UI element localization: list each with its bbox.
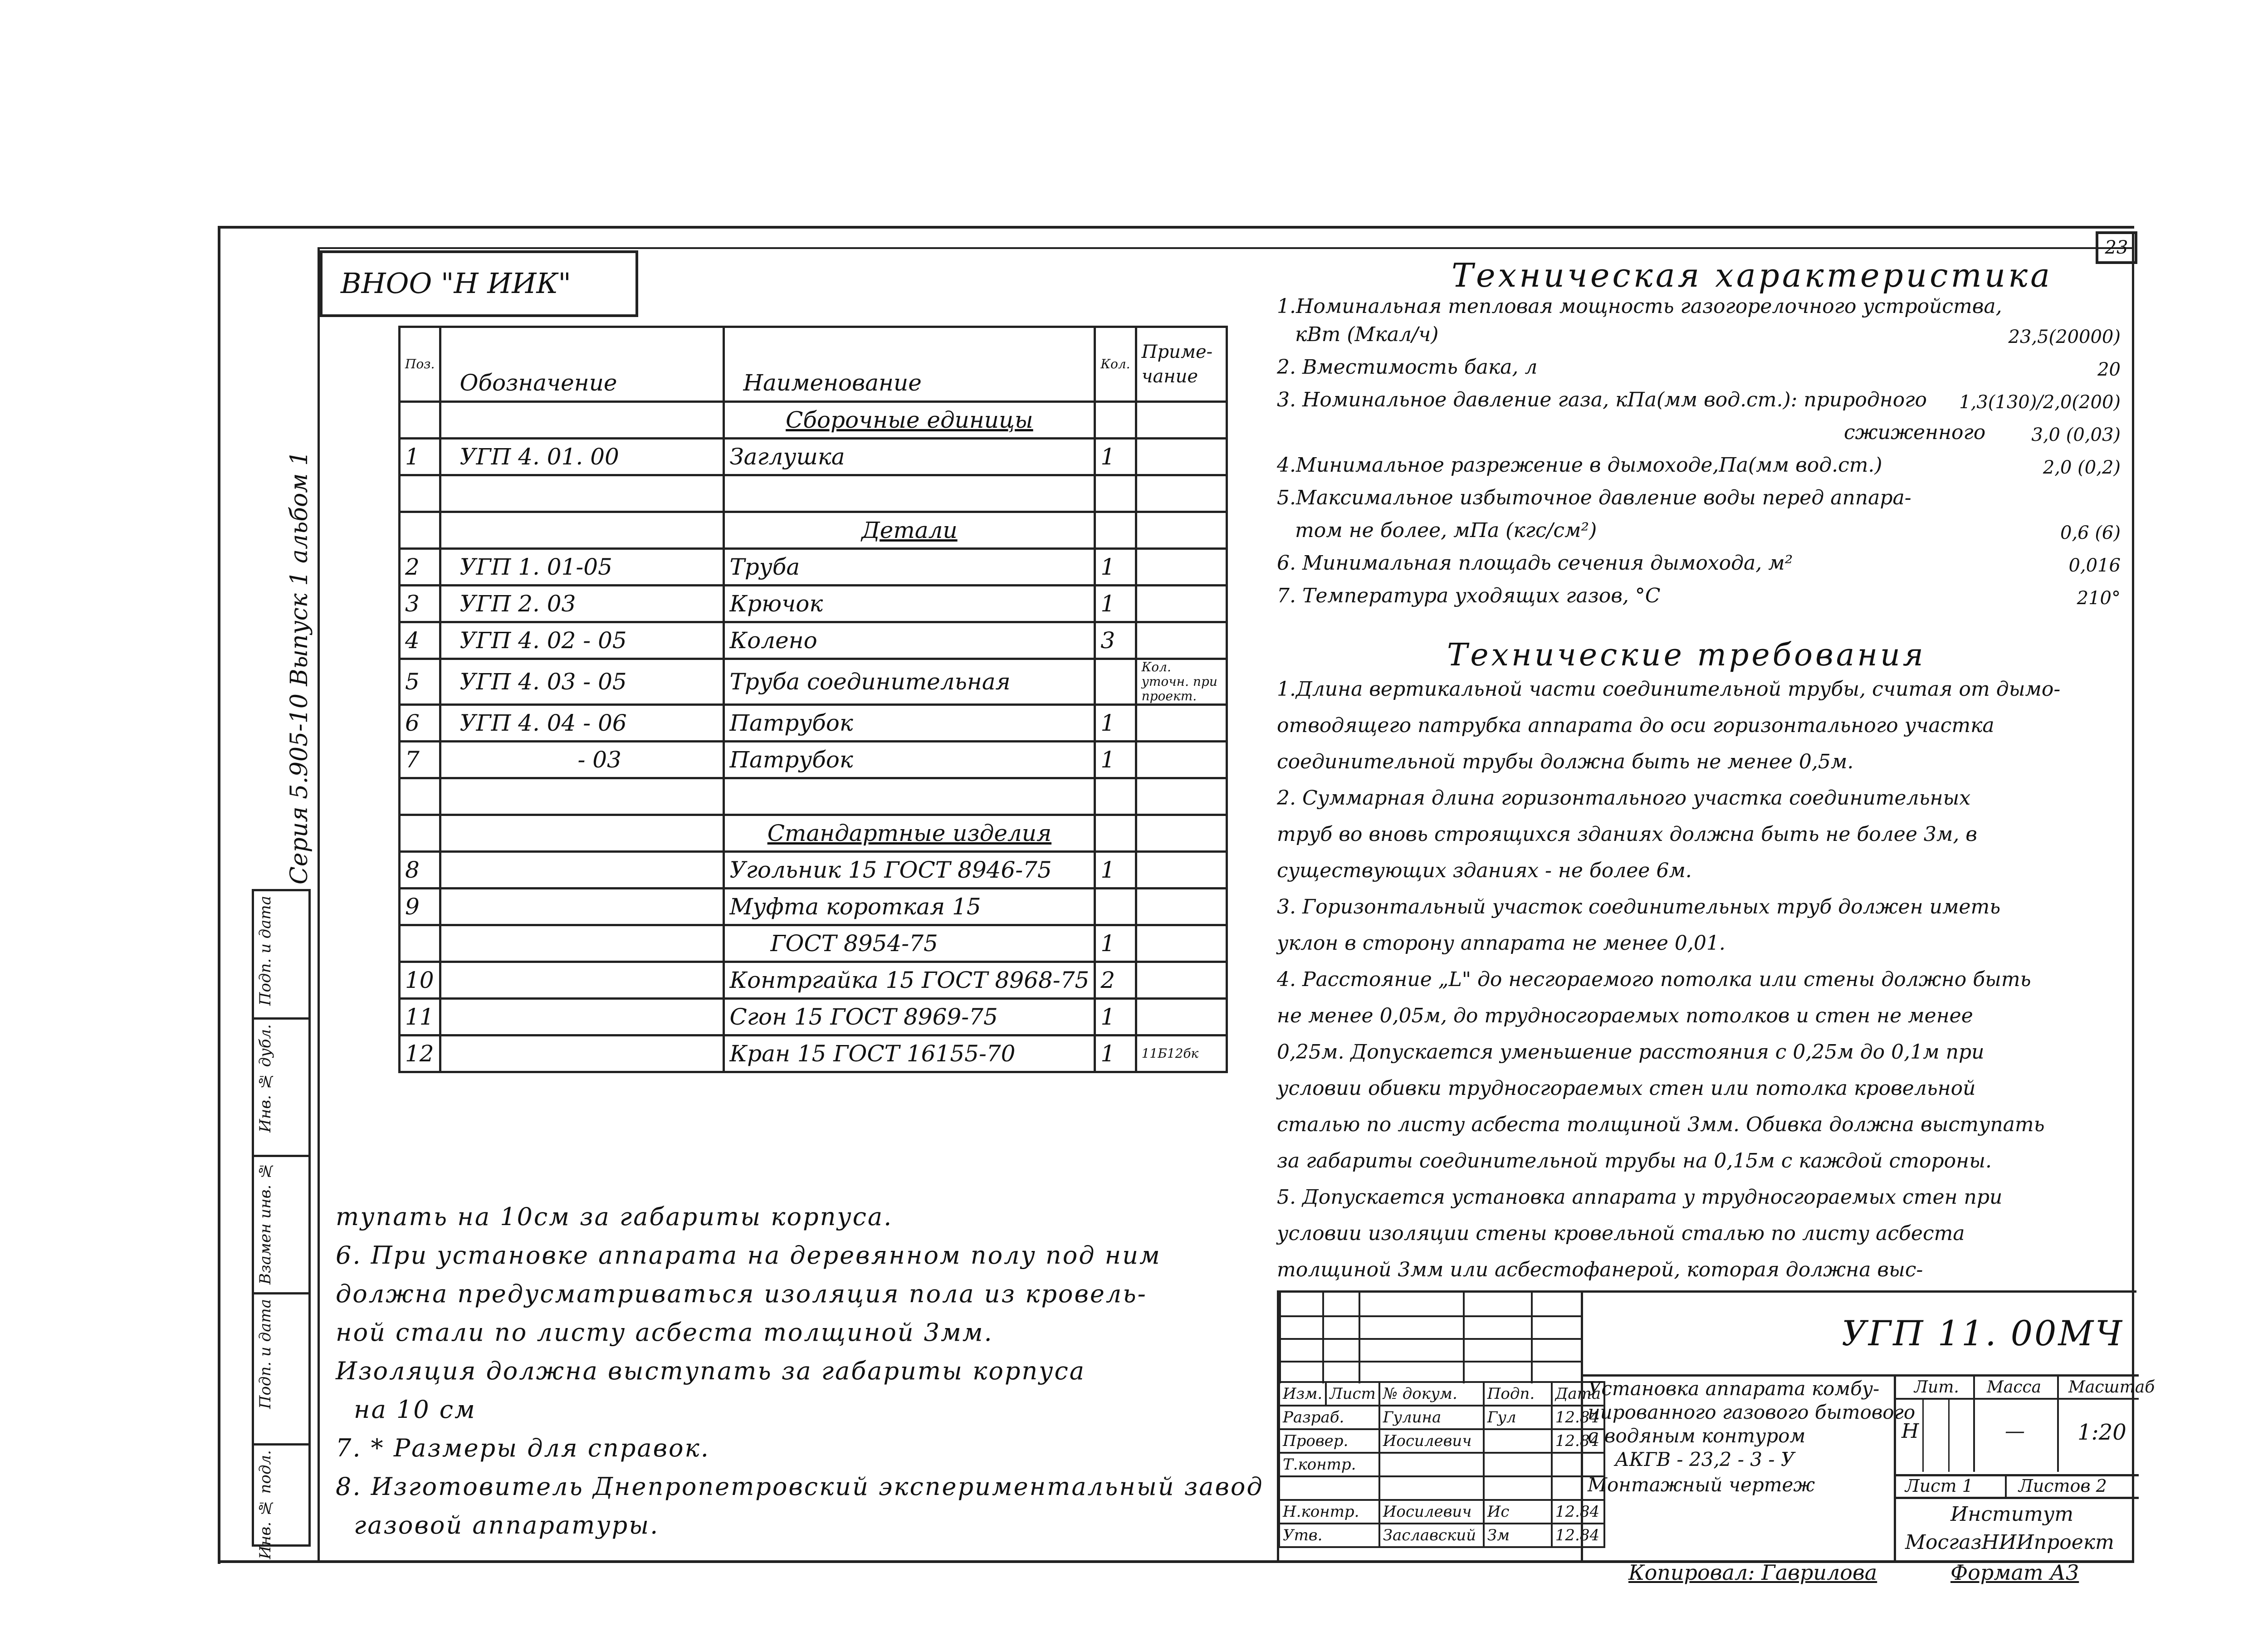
tech-char-line — [1277, 323, 2130, 356]
tb-role: Н.контр. — [1279, 1500, 1379, 1524]
spec-qty: 3 — [1095, 622, 1136, 659]
spec-designation: УГП 4. 02 - 05 — [440, 622, 724, 659]
spec-row — [400, 475, 1227, 512]
spec-note — [1136, 705, 1227, 742]
spec-pos: 10 — [400, 962, 440, 999]
tb-lit-area — [1894, 1374, 2155, 1476]
spec-designation — [440, 1035, 724, 1072]
spec-table — [398, 326, 1228, 1073]
spec-qty — [1095, 815, 1136, 852]
tech-req-line: 1.Длина вертикальной части соединительной трубы, считая от дымо- — [1277, 678, 2061, 701]
tb-person-row — [1279, 1524, 1604, 1547]
tb-code-cell — [1581, 1293, 2139, 1377]
spec-note — [1136, 889, 1227, 925]
spec-name: Сгон 15 ГОСТ 8969-75 — [724, 999, 1095, 1035]
spec-qty — [1095, 659, 1136, 705]
spec-designation — [440, 402, 724, 439]
spec-row — [400, 512, 1227, 549]
tb-people-table — [1278, 1381, 1605, 1548]
spec-qty — [1095, 778, 1136, 815]
tech-char-list — [1277, 295, 2130, 617]
tech-req-line: 5. Допускается установка аппарата у трудносгораемых стен при — [1277, 1186, 2003, 1209]
tech-char-line — [1277, 486, 2130, 519]
tech-req-line: существующих зданиях - не более 6м. — [1277, 859, 1692, 882]
tb-header-cell: Лист — [1326, 1382, 1379, 1406]
spec-pos — [400, 815, 440, 852]
tech-char-line — [1277, 388, 2130, 421]
tech-char-text: том не более, мПа (кгс/см²) — [1295, 519, 1597, 542]
tech-char-text: 4.Минимальное разрежение в дымоходе,Па(мм вод.ст.) — [1277, 454, 1882, 477]
spec-qty: 1 — [1095, 549, 1136, 586]
spec-row — [400, 815, 1227, 852]
spec-note: Кол. уточн. при проект. — [1136, 659, 1227, 705]
spec-qty: 1 — [1095, 439, 1136, 475]
tb-date: 12.84 — [1552, 1429, 1604, 1453]
tb-date: 12.84 — [1552, 1406, 1604, 1429]
spec-row — [400, 852, 1227, 889]
spec-note — [1136, 778, 1227, 815]
tech-char-text: 5.Максимальное избыточное давление воды перед аппара- — [1277, 486, 1911, 509]
spec-note — [1136, 852, 1227, 889]
tb-scale-value: 1:20 — [2077, 1420, 2126, 1445]
spec-pos — [400, 925, 440, 962]
tb-mass-label: Масса — [1987, 1378, 2042, 1397]
spec-row — [400, 402, 1227, 439]
spec-note — [1136, 742, 1227, 778]
side-stamp-label: Подп. и дата — [256, 895, 274, 1006]
tech-req-cont-line: газовой аппаратуры. — [354, 1511, 660, 1539]
tb-header-row — [1279, 1382, 1604, 1406]
tb-org-line1: Институт — [1950, 1503, 2074, 1526]
spec-row — [400, 705, 1227, 742]
col-qty: Кол. — [1095, 327, 1136, 402]
frame-top-line — [218, 226, 2134, 229]
spec-row — [400, 1035, 1227, 1072]
spec-designation: УГП 4. 03 - 05 — [440, 659, 724, 705]
tb-sheets: Листов 2 — [2019, 1476, 2107, 1496]
tech-req-cont-line: тупать на 10см за габариты корпуса. — [336, 1202, 893, 1231]
tb-lit-label: Лит. — [1914, 1378, 1959, 1397]
footer-format: Формат А3 — [1950, 1560, 2079, 1585]
spec-note — [1136, 962, 1227, 999]
side-stamp — [252, 889, 311, 1559]
tech-char-value: 210° — [2077, 588, 2121, 609]
tb-header-cell: № докум. — [1379, 1382, 1484, 1406]
tb-doc-title — [1581, 1374, 1916, 1563]
tb-name — [1379, 1453, 1484, 1476]
title-block — [1277, 1290, 2155, 1563]
tb-person-row — [1279, 1406, 1604, 1429]
tech-req-line: 3. Горизонтальный участок соединительных труб должен иметь — [1277, 895, 2001, 918]
tb-role: Т.контр. — [1279, 1453, 1379, 1476]
spec-pos: 9 — [400, 889, 440, 925]
spec-qty: 1 — [1095, 1035, 1136, 1072]
tech-char-value: 2,0 (0,2) — [2043, 457, 2121, 478]
col-name: Наименование — [724, 327, 1095, 402]
spec-note: 11Б12бк — [1136, 1035, 1227, 1072]
spec-pos: 12 — [400, 1035, 440, 1072]
spec-pos: 1 — [400, 439, 440, 475]
tech-req-cont-line: должна предусматриваться изоляция пола из кровель- — [336, 1280, 1147, 1308]
spec-qty — [1095, 889, 1136, 925]
tech-char-value: 3,0 (0,03) — [2031, 425, 2121, 445]
side-stamp-cell — [254, 1292, 308, 1443]
spec-designation: УГП 4. 01. 00 — [440, 439, 724, 475]
tech-char-title: Техническая характеристика — [1452, 256, 2053, 294]
tech-req-line: труб во вновь строящихся зданиях должна быть не более 3м, в — [1277, 823, 1977, 846]
tb-sign — [1484, 1453, 1552, 1476]
tech-char-line — [1277, 584, 2130, 617]
spec-name: Колено — [724, 622, 1095, 659]
tb-mass-value: — — [2005, 1420, 2025, 1443]
tech-req-cont-line: ной стали по листу асбеста толщиной 3мм. — [336, 1318, 993, 1347]
side-stamp-cell — [254, 1443, 308, 1559]
tech-req-line: условии обивки трудносгораемых стен или потолка кровельной — [1277, 1077, 1976, 1100]
spec-name: Крючок — [724, 586, 1095, 622]
tb-role: Утв. — [1279, 1524, 1379, 1547]
spec-row — [400, 889, 1227, 925]
tech-char-value: 23,5(20000) — [2008, 327, 2121, 347]
tb-name: Иосилевич — [1379, 1500, 1484, 1524]
tb-role: Провер. — [1279, 1429, 1379, 1453]
col-designation: Обозначение — [440, 327, 724, 402]
tech-char-text: 6. Минимальная площадь сечения дымохода, м² — [1277, 552, 1793, 575]
tech-char-text: кВт (Мкал/ч) — [1295, 323, 1439, 346]
spec-designation: УГП 4. 04 - 06 — [440, 705, 724, 742]
spec-name: Кран 15 ГОСТ 16155-70 — [724, 1035, 1095, 1072]
spec-designation — [440, 475, 724, 512]
tech-req-cont-line: 8. Изготовитель Днепропетровский экспериментальный завод — [336, 1472, 1264, 1501]
tb-scale-label: Масштаб — [2068, 1378, 2155, 1397]
frame-left-line — [218, 226, 220, 1564]
spec-designation: УГП 1. 01-05 — [440, 549, 724, 586]
spec-designation — [440, 778, 724, 815]
spec-row — [400, 622, 1227, 659]
tech-req-line: отводящего патрубка аппарата до оси горизонтального участка — [1277, 714, 1994, 737]
tb-header-cell: Изм. — [1279, 1382, 1326, 1406]
series-label: Серия 5.905-10 Выпуск 1 альбом 1 — [286, 450, 313, 884]
spec-designation — [440, 815, 724, 852]
spec-name — [724, 778, 1095, 815]
spec-name: Сборочные единицы — [724, 402, 1095, 439]
tb-sheet-row — [1894, 1474, 2139, 1499]
tech-char-line — [1277, 295, 2130, 323]
spec-designation — [440, 962, 724, 999]
spec-pos — [400, 402, 440, 439]
side-stamp-label: Инв. № дубл. — [256, 1024, 274, 1133]
tb-doc-title-line: Установка аппарата комбу- — [1588, 1377, 1880, 1400]
tech-char-text: 7. Температура уходящих газов, °С — [1277, 584, 1661, 607]
tech-req-line: условии изоляции стены кровельной сталью по листу асбеста — [1277, 1222, 1965, 1245]
tech-char-value: 20 — [2097, 359, 2121, 380]
tb-name: Заславский — [1379, 1524, 1484, 1547]
spec-pos: 3 — [400, 586, 440, 622]
tb-doc-title-line: с водяным контуром — [1588, 1425, 1806, 1447]
side-stamp-label: Инв. № подл. — [256, 1450, 274, 1559]
tech-req-cont-line: 7. * Размеры для справок. — [336, 1434, 710, 1462]
spec-qty: 1 — [1095, 586, 1136, 622]
tb-doc-title-line: АКГВ - 23,2 - 3 - У — [1615, 1448, 1795, 1470]
tb-sign: Гул — [1484, 1406, 1552, 1429]
spec-pos — [400, 512, 440, 549]
frame-inner-left — [318, 247, 320, 1560]
spec-note — [1136, 999, 1227, 1035]
tb-org — [1894, 1499, 2139, 1563]
spec-name: ГОСТ 8954-75 — [724, 925, 1095, 962]
footer-copied: Копировал: Гаврилова — [1628, 1560, 1877, 1585]
spec-note — [1136, 512, 1227, 549]
tb-doc-title-line: Монтажный чертеж — [1588, 1474, 1815, 1496]
spec-designation — [440, 512, 724, 549]
side-stamp-cell — [254, 1155, 308, 1292]
tech-char-value: 0,016 — [2068, 555, 2121, 576]
tech-req-cont-line: 6. При установке аппарата на деревянном полу под ним — [336, 1241, 1161, 1270]
tech-char-text: 3. Номинальное давление газа, кПа(мм вод.ст.): природного — [1277, 388, 1927, 411]
tb-header-cell: Подп. — [1484, 1382, 1552, 1406]
tb-org-line2: МосгазНИИпроект — [1905, 1531, 2114, 1554]
spec-note — [1136, 622, 1227, 659]
tb-date: 12.84 — [1552, 1524, 1604, 1547]
spec-designation: - 03 — [440, 742, 724, 778]
spec-row — [400, 659, 1227, 705]
spec-pos: 8 — [400, 852, 440, 889]
col-note: Приме-чание — [1136, 327, 1227, 402]
spec-row — [400, 778, 1227, 815]
spec-note — [1136, 925, 1227, 962]
tech-char-line — [1277, 356, 2130, 388]
spec-name: Контргайка 15 ГОСТ 8968-75 — [724, 962, 1095, 999]
tech-char-line — [1277, 519, 2130, 552]
tech-char-text: 2. Вместимость бака, л — [1277, 356, 1538, 379]
page-number: 23 — [2105, 237, 2128, 258]
tech-char-value: 0,6 (6) — [2060, 523, 2121, 543]
tb-person-row — [1279, 1500, 1604, 1524]
spec-pos: 4 — [400, 622, 440, 659]
spec-row — [400, 742, 1227, 778]
tb-date: 12.84 — [1552, 1500, 1604, 1524]
spec-pos: 2 — [400, 549, 440, 586]
spec-name: Стандартные изделия — [724, 815, 1095, 852]
spec-row — [400, 999, 1227, 1035]
tb-role — [1279, 1476, 1379, 1500]
spec-qty: 1 — [1095, 705, 1136, 742]
spec-pos: 7 — [400, 742, 440, 778]
spec-pos: 6 — [400, 705, 440, 742]
spec-name: Патрубок — [724, 705, 1095, 742]
spec-note — [1136, 439, 1227, 475]
tb-person-row — [1279, 1429, 1604, 1453]
tb-sign — [1484, 1476, 1552, 1500]
spec-name: Труба — [724, 549, 1095, 586]
archive-stamp-text: ВНОО "Н ИИК" — [341, 267, 571, 300]
tech-char-value: 1,3(130)/2,0(200) — [1959, 392, 2121, 413]
spec-pos — [400, 778, 440, 815]
side-stamp-cell — [254, 891, 308, 1017]
spec-note — [1136, 549, 1227, 586]
tb-person-row — [1279, 1453, 1604, 1476]
spec-pos: 11 — [400, 999, 440, 1035]
tb-name: Иосилевич — [1379, 1429, 1484, 1453]
tech-char-line — [1277, 552, 2130, 584]
tech-char-text: сжиженного — [1844, 421, 1986, 444]
spec-designation: УГП 2. 03 — [440, 586, 724, 622]
spec-designation — [440, 999, 724, 1035]
spec-note — [1136, 475, 1227, 512]
tb-sign — [1484, 1429, 1552, 1453]
spec-row — [400, 439, 1227, 475]
spec-designation — [440, 889, 724, 925]
spec-header-row — [400, 327, 1227, 402]
spec-pos — [400, 475, 440, 512]
spec-row — [400, 962, 1227, 999]
tb-sign: Зм — [1484, 1524, 1552, 1547]
col-pos: Поз. — [400, 327, 440, 402]
spec-qty: 1 — [1095, 742, 1136, 778]
spec-name — [724, 475, 1095, 512]
spec-row — [400, 586, 1227, 622]
tb-person-row — [1279, 1476, 1604, 1500]
tech-req-line: сталью по листу асбеста толщиной 3мм. Обивка должна выступать — [1277, 1113, 2045, 1136]
spec-row — [400, 925, 1227, 962]
side-stamp-label: Взамен инв. № — [256, 1161, 274, 1284]
page-number-box — [2096, 231, 2137, 264]
spec-name: Патрубок — [724, 742, 1095, 778]
tb-name — [1379, 1476, 1484, 1500]
tech-req-cont-line: на 10 см — [354, 1395, 476, 1424]
tech-char-line — [1277, 421, 2130, 454]
tech-req-list — [1277, 671, 2130, 1288]
spec-qty: 2 — [1095, 962, 1136, 999]
tech-req-line: за габариты соединительной трубы на 0,15м с каждой стороны. — [1277, 1149, 1992, 1172]
spec-name: Труба соединительная — [724, 659, 1095, 705]
side-stamp-cell — [254, 1017, 308, 1155]
tb-code: УГП 11. 00МЧ — [1842, 1313, 2124, 1353]
tech-char-line — [1277, 454, 2130, 486]
tech-req-title: Технические требования — [1447, 637, 1926, 673]
spec-designation — [440, 852, 724, 889]
spec-designation — [440, 925, 724, 962]
spec-name: Муфта короткая 15 — [724, 889, 1095, 925]
tech-req-line: 2. Суммарная длина горизонтального участка соединительных — [1277, 786, 1971, 810]
spec-qty — [1095, 402, 1136, 439]
spec-note — [1136, 586, 1227, 622]
spec-qty — [1095, 475, 1136, 512]
tech-req-cont-line: Изоляция должна выступать за габариты корпуса — [336, 1357, 1085, 1385]
tech-req-continued — [336, 1197, 1264, 1544]
spec-name: Детали — [724, 512, 1095, 549]
tb-sheet: Лист 1 — [1905, 1476, 1973, 1496]
spec-note — [1136, 815, 1227, 852]
spec-note — [1136, 402, 1227, 439]
spec-qty — [1095, 512, 1136, 549]
spec-qty: 1 — [1095, 852, 1136, 889]
spec-name: Заглушка — [724, 439, 1095, 475]
tech-req-line: 0,25м. Допускается уменьшение расстояния с 0,25м до 0,1м при — [1277, 1040, 1984, 1064]
spec-qty: 1 — [1095, 925, 1136, 962]
tech-char-text: 1.Номинальная тепловая мощность газогорелочного устройства, — [1277, 295, 2002, 318]
tech-req-line: не менее 0,05м, до трудносгораемых потолков и стен не менее — [1277, 1004, 1973, 1027]
tech-req-line: толщиной 3мм или асбестофанерой, которая должна выс- — [1277, 1258, 1923, 1281]
tb-header-cell: Дата — [1552, 1382, 1604, 1406]
tb-name: Гулина — [1379, 1406, 1484, 1429]
side-stamp-label: Подп. и дата — [256, 1299, 274, 1409]
tech-req-line: 4. Расстояние „L" до несгораемого потолка или стены должно быть — [1277, 968, 2031, 991]
tb-role: Разраб. — [1279, 1406, 1379, 1429]
tech-req-line: соединительной трубы должна быть не менее 0,5м. — [1277, 750, 1854, 773]
tb-doc-title-line: нированного газового бытового — [1588, 1401, 1916, 1423]
spec-pos: 5 — [400, 659, 440, 705]
tb-sign: Ис — [1484, 1500, 1552, 1524]
frame-inner-top — [318, 247, 2132, 249]
tb-lit-value: Н — [1901, 1420, 1919, 1443]
archive-stamp — [320, 250, 638, 317]
spec-name: Угольник 15 ГОСТ 8946-75 — [724, 852, 1095, 889]
spec-row — [400, 549, 1227, 586]
spec-qty: 1 — [1095, 999, 1136, 1035]
tb-change-grid — [1279, 1293, 1581, 1383]
tech-req-line: уклон в сторону аппарата не менее 0,01. — [1277, 932, 1725, 955]
